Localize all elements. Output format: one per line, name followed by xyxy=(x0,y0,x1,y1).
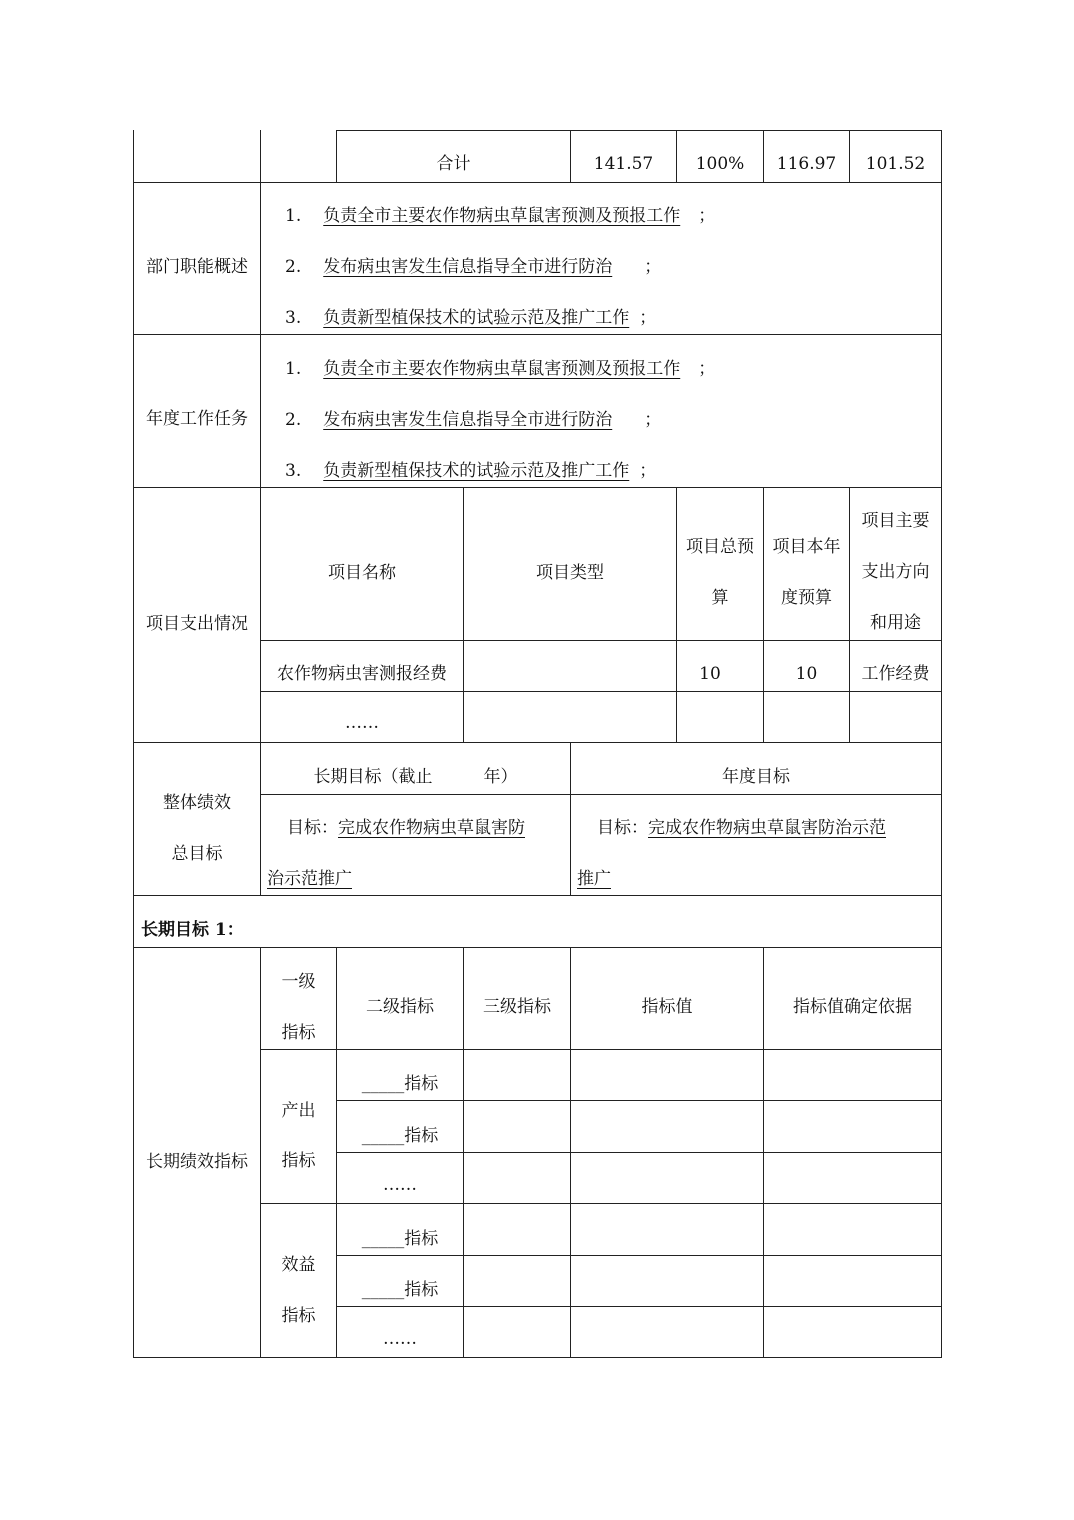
annual-tasks-label: 年度工作任务 xyxy=(146,409,248,429)
dept-function-item-2 xyxy=(285,255,661,279)
header-purpose-l2: 支出方向 xyxy=(861,562,930,582)
item-number: 2. xyxy=(285,410,302,430)
benefit-indicator-l2: 指标 xyxy=(281,1306,316,1326)
item-number: 2. xyxy=(285,257,302,277)
rule xyxy=(133,947,942,948)
annual-goal-header: 年度目标 xyxy=(722,767,790,787)
dept-function-label: 部门职能概述 xyxy=(146,257,248,277)
goal-text: 完成农作物病虫草鼠害防治示范 xyxy=(648,818,886,838)
dept-function-item-1 xyxy=(285,204,715,228)
header-indicator-value: 指标值 xyxy=(641,997,693,1017)
rule xyxy=(763,487,764,742)
annual-goal-line-1 xyxy=(597,816,886,840)
annual-task-item-1 xyxy=(285,357,715,381)
rule xyxy=(133,1357,942,1358)
overall-goal-label-l2: 总目标 xyxy=(171,844,223,864)
total-value-2: 100% xyxy=(695,154,745,174)
item-text: 负责新型植保技术的试验示范及推广工作 xyxy=(323,461,630,481)
rule xyxy=(336,1100,942,1101)
item-number: 3. xyxy=(285,461,302,481)
header-annual-budget-l1: 项目本年 xyxy=(772,537,841,557)
rule xyxy=(336,1306,942,1307)
benefit-row-2: _____指标 xyxy=(361,1280,439,1300)
goal-prefix: 目标： xyxy=(287,818,338,838)
rule xyxy=(941,130,942,1358)
annual-task-item-3 xyxy=(285,459,656,483)
project-expense-label: 项目支出情况 xyxy=(146,614,248,634)
annual-task-item-2 xyxy=(285,408,661,432)
header-total-budget-l2: 算 xyxy=(711,588,729,608)
rule xyxy=(133,487,942,488)
rule xyxy=(260,794,942,795)
item-end: ； xyxy=(639,461,657,481)
header-annual-budget-l2: 度预算 xyxy=(781,588,832,608)
total-value-4: 101.52 xyxy=(865,154,926,174)
total-value-3: 116.97 xyxy=(776,154,837,174)
project-row-1-total: 10 xyxy=(699,664,721,684)
header-project-type: 项目类型 xyxy=(536,563,604,583)
long-term-goal-line-1 xyxy=(287,816,525,840)
rule xyxy=(463,487,464,742)
output-indicator-l2: 指标 xyxy=(281,1151,316,1171)
rule xyxy=(133,182,942,183)
item-number: 3. xyxy=(285,308,302,328)
item-text: 发布病虫害发生信息指导全市进行防治 xyxy=(323,410,613,430)
long-term-goal-header: 长期目标（截止 年） xyxy=(313,767,518,787)
rule xyxy=(260,1203,942,1204)
long-term-goal-line-2: 治示范推广 xyxy=(267,869,352,889)
item-text: 负责新型植保技术的试验示范及推广工作 xyxy=(323,308,630,328)
benefit-row-3: …… xyxy=(383,1329,417,1349)
header-purpose-l3: 和用途 xyxy=(870,613,921,633)
header-level2: 二级指标 xyxy=(366,997,434,1017)
output-indicator-l1: 产出 xyxy=(281,1101,316,1121)
project-row-1-name: 农作物病虫害测报经费 xyxy=(277,664,447,684)
rule xyxy=(260,1049,942,1050)
rule xyxy=(676,487,677,742)
item-end: ； xyxy=(639,308,657,328)
header-total-budget-l1: 项目总预 xyxy=(686,537,754,557)
rule xyxy=(133,742,942,743)
long-indicators-label: 长期绩效指标 xyxy=(146,1152,248,1172)
rule xyxy=(336,1152,942,1153)
header-level1-l2: 指标 xyxy=(281,1023,316,1043)
total-value-1: 141.57 xyxy=(593,154,654,174)
goal-text: 完成农作物病虫草鼠害防 xyxy=(338,818,525,838)
goal-prefix: 目标： xyxy=(597,818,648,838)
benefit-indicator-l1: 效益 xyxy=(281,1255,316,1275)
rule xyxy=(260,691,942,692)
project-row-1-purpose: 工作经费 xyxy=(861,664,930,684)
item-text: 负责全市主要农作物病虫草鼠害预测及预报工作 xyxy=(323,359,681,379)
long-goal-1-label: 长期目标 1： xyxy=(141,920,244,940)
item-end: ； xyxy=(644,410,662,430)
rule xyxy=(336,130,942,131)
rule xyxy=(133,895,942,896)
annual-goal-line-2: 推广 xyxy=(577,869,611,889)
item-end: ； xyxy=(644,257,662,277)
rule xyxy=(260,640,942,641)
benefit-row-1: _____指标 xyxy=(361,1229,439,1249)
rule xyxy=(260,130,261,182)
dept-function-item-3 xyxy=(285,306,656,330)
header-indicator-basis: 指标值确定依据 xyxy=(793,997,912,1017)
project-row-2-name: …… xyxy=(345,713,379,733)
output-row-2: _____指标 xyxy=(361,1126,439,1146)
item-number: 1. xyxy=(285,359,302,379)
overall-goal-label-l1: 整体绩效 xyxy=(163,793,231,813)
rule xyxy=(133,334,942,335)
item-end: ； xyxy=(698,359,716,379)
output-row-1: _____指标 xyxy=(361,1074,439,1094)
total-label: 合计 xyxy=(436,154,471,174)
header-level1-l1: 一级 xyxy=(281,972,316,992)
rule xyxy=(336,1255,942,1256)
header-purpose-l1: 项目主要 xyxy=(861,511,930,531)
item-text: 负责全市主要农作物病虫草鼠害预测及预报工作 xyxy=(323,206,681,226)
item-text: 发布病虫害发生信息指导全市进行防治 xyxy=(323,257,613,277)
item-number: 1. xyxy=(285,206,302,226)
output-row-3: …… xyxy=(383,1175,417,1195)
item-end: ； xyxy=(698,206,716,226)
header-level3: 三级指标 xyxy=(483,997,551,1017)
header-project-name: 项目名称 xyxy=(328,563,396,583)
project-row-1-annual: 10 xyxy=(795,664,818,684)
